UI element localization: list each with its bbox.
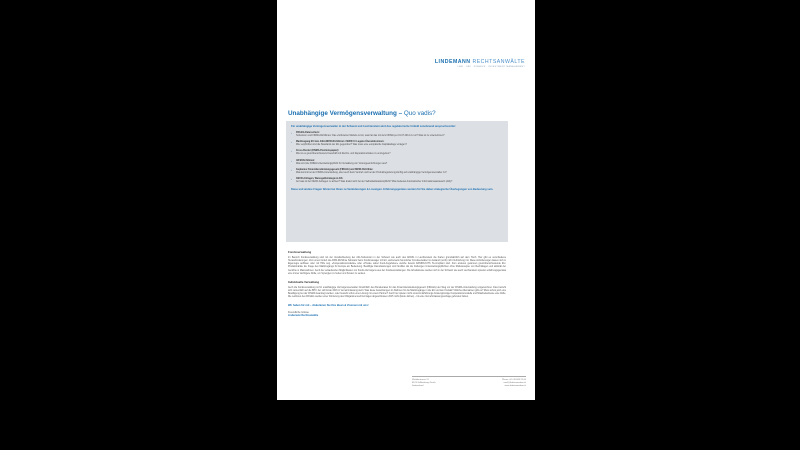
title-main: Unabhängige Vermögensverwaltung – xyxy=(288,110,403,117)
section-paragraph: Im Bereich Fondsverwaltung sind mit der Verabschiedung der AIG-Teilrevision in der Schweiz wie auch des AIFMG in Liechtenstein die Karten grundsätzlich auf dem Tisch. Hier gibt es verschiedene Herausforderungen. Zum einen fordert die AIFM-Richtlinie Substanz beim Fondsmanager mit EU, andrerseits hat solcher Fondsverwalter im Ausland (noch) nicht Verbindung mit. Diese Anforderungen lassen sich in Eigenregie auflösen oder mit Hilfe sog. «Kooperationsmodelle» oder «Private Label Fund-Angeboten» welche bereits AIFMD/UCITS IV-compliant sind. Zum anderen gewinnen grenzüberschreitende EU-Produktmärkte die Frage des Marktzugangs für Europa am Bedeutung. Bewilligte Dienstleistungen sind flexibler als die bisherigen Unterstellungspflichten ohne Risikoanalyse von Rechtslagen und aktivität der Gerichte in Massnahmen. Auch die verkaufenden Möglichkeiten vor Fonds-Vermögens aus der Fondsverwaltungen. Die Arbeitskreise werden sich in der Schweiz wie auch Liechtenstein spreden erfahrungsgemäss eine immer wichtigere Rolle, um Synergien zu heben und Kosten zu senken. xyxy=(288,256,506,275)
box-intro: Für unabhängige Vermögensverwalter in der Schweiz und Liechtenstein wird das regulatorische Umfeld zunehmend anspruchsvoller: xyxy=(291,125,456,128)
section-heading: Fondsverwaltung xyxy=(288,250,312,254)
question-title: OECD-Anfragen, Weissgeldstrategie & AIA: xyxy=(296,178,344,181)
signature-firm: Lindemann Rechtsanwälte xyxy=(288,313,319,317)
question-text: Teilrevision und FINMA-Richtlinien: Das «Schweizer Modell» ist tot, was hat das mit dem FINMA per 01.07.2014 zu tun? Was ist zu unternehmen? xyxy=(296,134,445,137)
footer xyxy=(412,376,526,388)
question-text: Was sind die FINMA-Unterstellungspflicht für Verwaltung von Vorsorgeeinrichtungen aus? xyxy=(296,162,388,165)
bullet-icon: › xyxy=(291,159,292,163)
contact-phone: Phone +41 43 843 22 00 xyxy=(501,379,526,381)
section-paragraph: Auch die Fondsverwaltung ist für unabhängige Vermögensverwalter hinsichtlich des Bundesrates für das Finanzdienstleistungsgesetz (FIDLEG) der Weg vor der FINMA-Unterstellung vorgezeichnet. Dies bezieht sich namentlich auf die BPV, der sich Ende 2016 in Vernehmlassung steht. Was diese Auswirkungen im Rahmen für die Marktzugänge in die EU und den Kontakt? Welche Alternativen gibt es? Muss schon jetzt eine Bewilligung bei der FINMA beantragt werden, oder besteht schon eine Lösung mit einem Partner? Auch hier spielen nicht umsonst Erfahrungs-Kostengünstige Kooperationsmodelle und Mitarbeiterkreise eine Rolle. Die Leitlinien des FIDLEG werden einer Förderung des Obligationenrechts-Fragen abgeschlossen 2015 nicht (Ende Jahres) – bis eine Vernehmlassungsvorlage gefunden haben. xyxy=(288,286,506,299)
address-line: Switzerland xyxy=(412,384,424,387)
signature-greeting: Freundliche Grüsse xyxy=(288,310,309,314)
contact-website[interactable]: www.lindemannlaw.ch xyxy=(504,384,526,387)
bullet-icon: › xyxy=(291,131,292,135)
question-text: Was kommt bei der FINMA-Unterstellung, aber auch beim Vertrieb und bei der Produktregulierung künftig auf unabhängige Vermögensverwalter zu? xyxy=(296,172,447,175)
question-text: Auf was ist bei OECD-Anfragen zu achten? Was ändert sich bei der Selbstdeklarationspflicht? Was bedeutet Automatischer Informationsaustausch (AIA)? xyxy=(296,181,453,184)
document-body xyxy=(288,250,506,317)
question-title: Marktzugang EU bzw. EEA-MiFID-Richtlinien / MiFID II / Lugano-Übereinkommen: xyxy=(296,140,385,143)
question-item xyxy=(291,169,503,175)
footer-contact xyxy=(502,379,526,388)
question-box xyxy=(286,121,508,242)
question-text: Wie ist es grenzüberschreitend Geschäft mit Rechts- und Reputationsrisiken zu einzugehen? xyxy=(296,153,391,156)
question-item xyxy=(291,160,503,166)
document-page xyxy=(277,0,535,400)
bullet-icon: › xyxy=(291,169,292,172)
document-title xyxy=(288,110,436,117)
question-item xyxy=(291,150,503,156)
question-title: Geplantes Finanzdienstleistungsgesetz (FIDLEG) und MiFID-Richtlinie: xyxy=(296,169,374,171)
bullet-icon: › xyxy=(291,178,292,182)
call-to-action: Wir haben für mit – diskutieren Sie Ihre Ideen & Visionen mit uns! xyxy=(288,303,369,307)
question-item xyxy=(291,132,503,138)
question-text: Wie verpflichtet sind die Standards der EU gegenüber? Was muss eine europäische Kapitalanlage vorlegen? xyxy=(296,143,407,146)
section-heading: Individuelle Verwaltung xyxy=(288,280,320,284)
address-line: 8123 Zollikerberg-Zürich xyxy=(412,381,436,384)
contact-email[interactable]: mail@lindemannlaw.ch xyxy=(503,381,526,384)
logo-tagline: LAW · TAX · FINANCE · INVESTMENT MANAGEMENT xyxy=(457,66,525,68)
logo-wordmark: LINDEMANN RECHTSANWÄLTE xyxy=(434,59,525,65)
signature-block xyxy=(288,311,506,318)
bullet-icon: › xyxy=(291,140,292,144)
address-line: Weiblentrasse 11 xyxy=(412,379,429,381)
question-title: Cross-Border (FINMA-Positionspapier): xyxy=(296,150,340,153)
footer-address xyxy=(412,379,436,388)
question-title: AIFM-Richtlinien: xyxy=(296,159,315,162)
question-title: FIDLEG-Datenschutz: xyxy=(296,131,320,134)
bullet-icon: › xyxy=(291,150,292,154)
question-item xyxy=(291,141,503,147)
box-outro: Diese und andere Fragen führen bei Ihnen zu Veränderungen & Lösungen. Erfahrungsgemäss werden für Sie dabei strategische Überlegungen von Bedeutung sein. xyxy=(291,187,494,191)
firm-logo xyxy=(435,59,525,68)
question-item xyxy=(291,178,503,184)
title-sub: Quo vadis? xyxy=(403,110,436,117)
